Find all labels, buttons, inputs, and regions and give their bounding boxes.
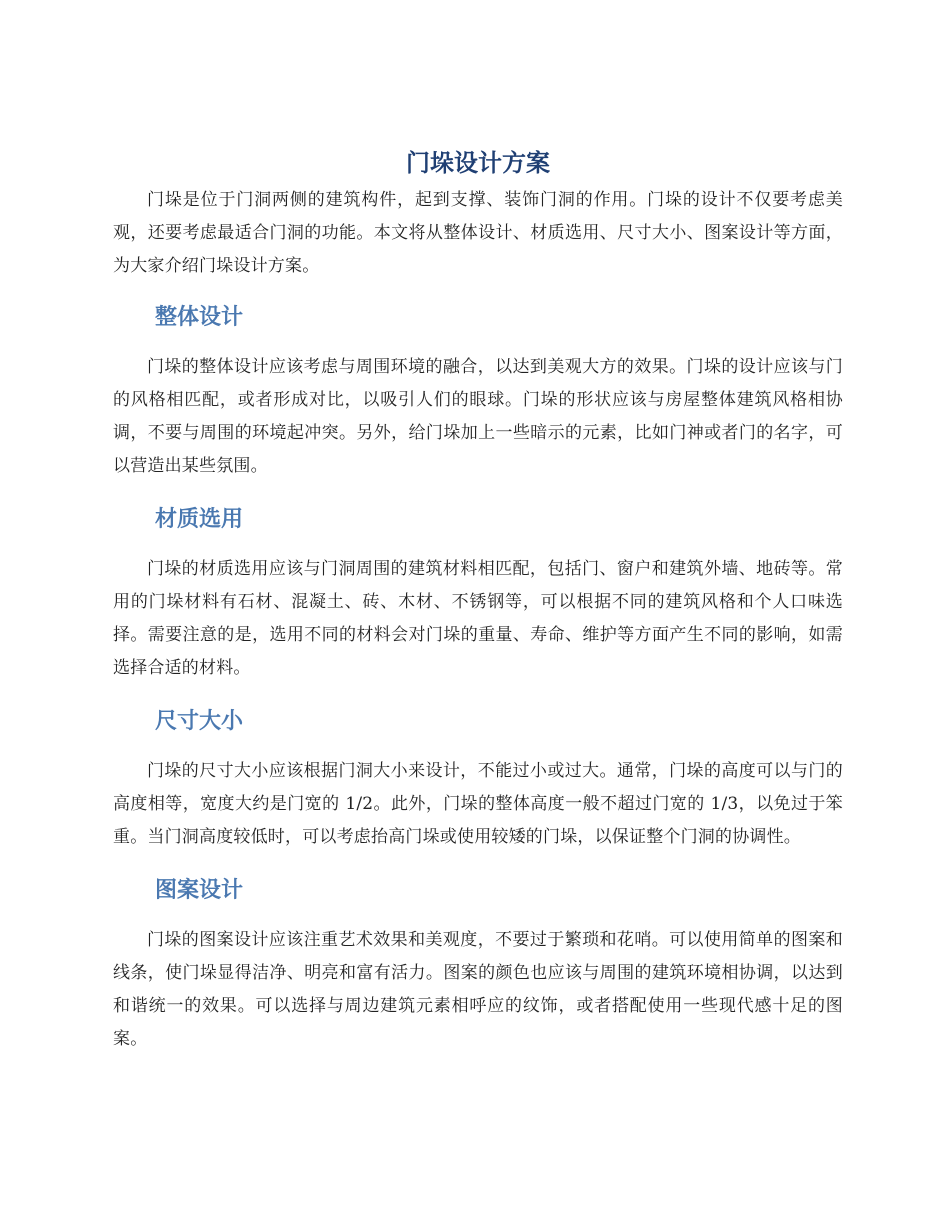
intro-paragraph: 门垛是位于门洞两侧的建筑构件，起到支撑、装饰门洞的作用。门垛的设计不仅要考虑美观，还要考虑最适合门洞的功能。本文将从整体设计、材质选用、尺寸大小、图案设计等方面，为大家介绍门垛设计方案。: [113, 190, 843, 276]
document-page: [113, 145, 843, 1056]
section-heading-material-selection: 材质选用: [155, 507, 244, 532]
document-title: 门垛设计方案: [406, 149, 550, 177]
section-heading-overall-design: 整体设计: [155, 305, 244, 330]
section-body-overall-design: 门垛的整体设计应该考虑与周围环境的融合，以达到美观大方的效果。门垛的设计应该与门的风格相匹配，或者形成对比，以吸引人们的眼球。门垛的形状应该与房屋整体建筑风格相协调，不要与周围的环境起冲突。另外，给门垛加上一些暗示的元素，比如门神或者门的名字，可以营造出某些氛围。: [113, 357, 843, 476]
section-body-pattern-design: 门垛的图案设计应该注重艺术效果和美观度，不要过于繁琐和花哨。可以使用简单的图案和线条，使门垛显得洁净、明亮和富有活力。图案的颜色也应该与周围的建筑环境相协调，以达到和谐统一的效果。可以选择与周边建筑元素相呼应的纹饰，或者搭配使用一些现代感十足的图案。: [113, 930, 843, 1049]
section-body-dimensions: 门垛的尺寸大小应该根据门洞大小来设计，不能过小或过大。通常，门垛的高度可以与门的高度相等，宽度大约是门宽的 1/2。此外，门垛的整体高度一般不超过门宽的 1/3，以免过于笨重。当门洞高度较低时，可以考虑抬高门垛或使用较矮的门垛，以保证整个门洞的协调性。: [113, 761, 843, 847]
section-heading-pattern-design: 图案设计: [155, 878, 244, 903]
section-body-material-selection: 门垛的材质选用应该与门洞周围的建筑材料相匹配，包括门、窗户和建筑外墙、地砖等。常用的门垛材料有石材、混凝土、砖、木材、不锈钢等，可以根据不同的建筑风格和个人口味选择。需要注意的是，选用不同的材料会对门垛的重量、寿命、维护等方面产生不同的影响，如需选择合适的材料。: [113, 559, 843, 678]
section-heading-dimensions: 尺寸大小: [155, 709, 244, 734]
